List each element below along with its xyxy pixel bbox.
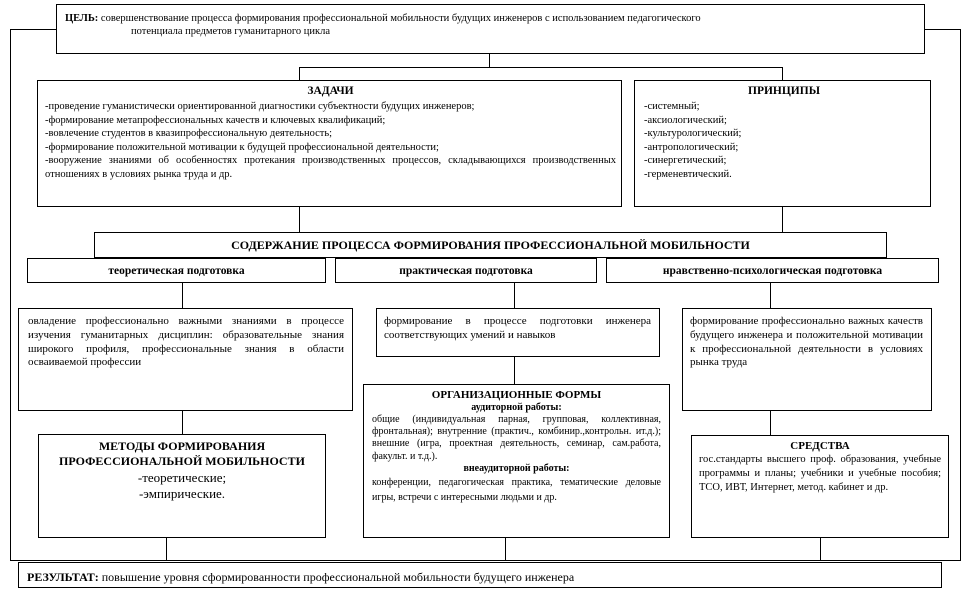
methods-title-line2: ПРОФЕССИОНАЛЬНОЙ МОБИЛЬНОСТИ — [59, 453, 305, 468]
content-box — [94, 232, 887, 258]
tasks-box — [37, 80, 622, 207]
principles-box — [634, 80, 931, 207]
principles-item: -синергетический; — [644, 155, 727, 167]
connector-moral-desc — [770, 282, 771, 308]
principles-item: -аксиологический; — [644, 114, 727, 126]
tasks-item: -формирование метапрофессиональных качеств и ключевых квалификаций; — [45, 114, 386, 126]
goal-label: ЦЕЛЬ: — [65, 13, 99, 24]
forms-box — [363, 384, 670, 538]
connector-tasks-content — [299, 206, 300, 232]
means-title: СРЕДСТВА — [790, 440, 850, 452]
outer-frame-left — [10, 29, 11, 561]
result-label: РЕЗУЛЬТАТ: — [27, 570, 99, 584]
connector-practice-forms — [514, 356, 515, 384]
means-text: гос.стандарты высшего проф. образования, учебные программы и планы; учебники и учебные пособия; ТСО, ИВТ, Интернет, метод. кабинет и др. — [699, 454, 941, 493]
desc-practical-box — [376, 308, 660, 357]
principles-title: ПРИНЦИПЫ — [748, 85, 820, 97]
training-practical-label: практическая подготовка — [399, 265, 533, 277]
desc-theoretical-text: овладение профессионально важными знаниями в процессе изучения гуманитарных дисциплин: образовательные знания широкого профиля, профессиональные знания в области осваиваемой профессии — [28, 315, 344, 369]
tasks-item: -вооружение знаниями об особенностях протекания производственных процессов, складывающихся производственных отношениях в условиях рынка труда и др. — [45, 155, 616, 180]
connector-theory-methods — [182, 410, 183, 434]
connector-forms-result — [505, 537, 506, 561]
training-moral-box — [606, 258, 939, 283]
principles-item: -системный; — [644, 101, 700, 112]
connector-goal-down — [489, 53, 490, 68]
connector-principles-content — [782, 206, 783, 232]
training-practical-box — [335, 258, 597, 283]
connector-theory-desc — [182, 282, 183, 308]
connector-means-result — [820, 537, 821, 561]
outer-frame-right-top — [924, 29, 961, 30]
methods-item-theoretical: -теоретические; — [137, 470, 227, 485]
methods-box — [38, 434, 326, 538]
desc-theoretical-box — [18, 308, 353, 411]
training-moral-label: нравственно-психологическая подготовка — [662, 265, 883, 277]
goal-text-line1: совершенствование процесса формирования профессиональной мобильности будущих инженеров с использованием педагогического — [100, 13, 701, 24]
forms-classroom-title: аудиторной работы: — [471, 402, 562, 413]
principles-item: -герменевтический. — [644, 168, 732, 180]
goal-text-line2: потенциала предметов гуманитарного цикла — [131, 26, 330, 37]
forms-extra-text: конференции, педагогическая практика, тематические деловые игры, встречи с интересными людьми и др. — [372, 476, 661, 504]
training-theoretical-label: теоретическая подготовка — [108, 265, 245, 277]
outer-frame-bottom — [10, 560, 961, 561]
tasks-item: -вовлечение студентов в квазипрофессиональную деятельность; — [45, 128, 333, 140]
connector-goal-bar — [299, 67, 782, 68]
connector-goal-tasks — [299, 67, 300, 80]
connector-practice-desc — [514, 282, 515, 308]
methods-item-empirical: -эмпирические. — [138, 486, 226, 501]
goal-box — [56, 4, 925, 54]
outer-frame-left-top — [10, 29, 56, 30]
content-title: СОДЕРЖАНИЕ ПРОЦЕССА ФОРМИРОВАНИЯ ПРОФЕССИОНАЛЬНОЙ МОБИЛЬНОСТИ — [231, 238, 750, 252]
connector-methods-result — [166, 537, 167, 561]
result-text: повышение уровня сформированности профессиональной мобильности будущего инженера — [101, 570, 575, 584]
forms-classroom-text: общие (индивидуальная парная, групповая, коллективная, фронтальная); внутренние (практич., комбинир.,контрольн. ит.д.); внешние (игра, проектная деятельность, семинар, сам.работа, факульт. и т.д.). — [372, 414, 661, 462]
connector-moral-means — [770, 410, 771, 435]
means-box — [691, 435, 949, 538]
result-box — [18, 562, 942, 588]
tasks-item: -формирование положительной мотивации к будущей профессиональной деятельности; — [45, 141, 439, 153]
tasks-title: ЗАДАЧИ — [307, 85, 354, 97]
tasks-item: -проведение гуманистически ориентированной диагностики субъектности будущих инженеров; — [45, 101, 475, 112]
training-theoretical-box — [27, 258, 326, 283]
desc-moral-box — [682, 308, 932, 411]
outer-frame-right — [960, 29, 961, 561]
principles-item: -культурологический; — [644, 128, 742, 140]
desc-moral-text: формирование профессионально важных качеств будущего инженера и положительной мотивации к профессиональной деятельности в условиях рынка труда — [690, 315, 923, 369]
forms-title: ОРГАНИЗАЦИОННЫЕ ФОРМЫ — [431, 389, 602, 401]
methods-title-line1: МЕТОДЫ ФОРМИРОВАНИЯ — [98, 439, 266, 453]
principles-item: -антропологический; — [644, 141, 739, 153]
connector-goal-principles — [782, 67, 783, 80]
forms-extra-title: внеаудиторной работы: — [463, 462, 570, 474]
desc-practical-text: формирование в процессе подготовки инженера соответствующих умений и навыков — [384, 315, 651, 341]
